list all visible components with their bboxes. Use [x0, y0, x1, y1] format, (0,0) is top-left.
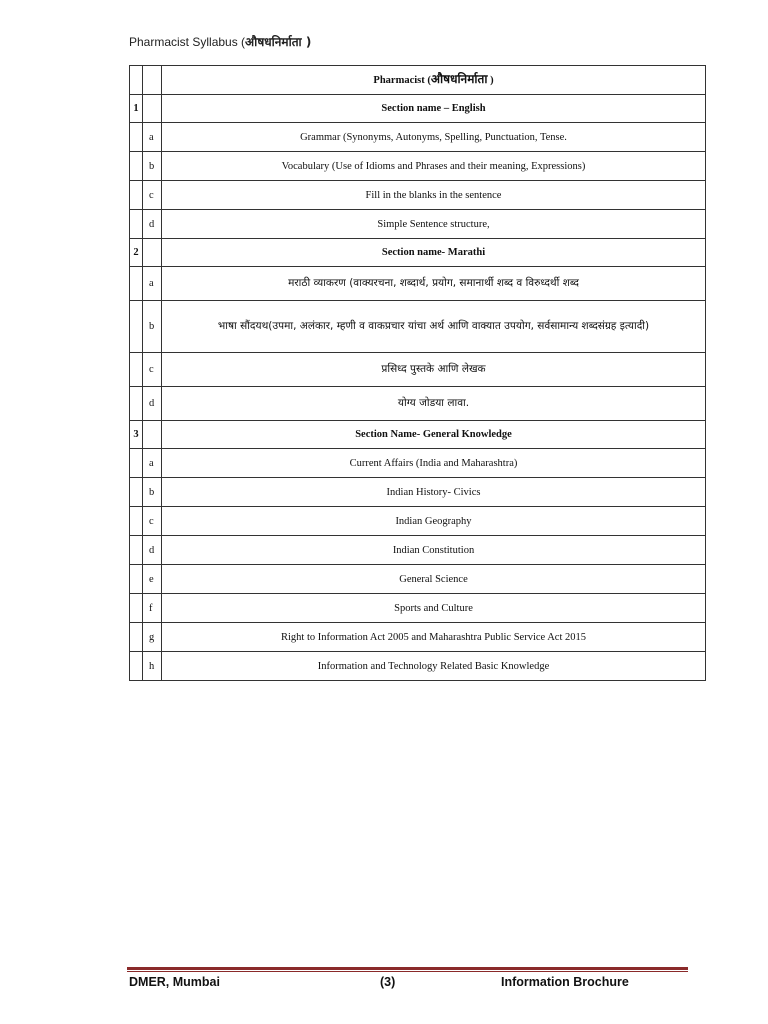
item-letter: c: [143, 181, 162, 210]
item-letter: c: [143, 353, 162, 387]
section-row: [130, 239, 706, 267]
section-number: 3: [130, 421, 143, 449]
item-text: योग्य जोडया लावा.: [162, 387, 706, 421]
number-cell: [130, 594, 143, 623]
footer-rule-thin: [127, 971, 688, 972]
item-text: Right to Information Act 2005 and Maharashtra Public Service Act 2015: [162, 623, 706, 652]
syllabus-table: [129, 65, 706, 681]
header-prefix: Pharmacist Syllabus (: [129, 35, 246, 49]
item-letter: a: [143, 123, 162, 152]
item-text: Indian Geography: [162, 507, 706, 536]
number-cell: [130, 267, 143, 301]
item-letter: d: [143, 387, 162, 421]
footer-right: Information Brochure: [501, 975, 629, 989]
table-row: [130, 652, 706, 681]
number-cell: [130, 353, 143, 387]
table-row: [130, 152, 706, 181]
number-cell: [130, 565, 143, 594]
table-row: [130, 478, 706, 507]
footer-rule: [127, 967, 688, 970]
item-letter: b: [143, 478, 162, 507]
item-text: Simple Sentence structure,: [162, 210, 706, 239]
item-text: Indian History- Civics: [162, 478, 706, 507]
item-text: Grammar (Synonyms, Autonyms, Spelling, Punctuation, Tense.: [162, 123, 706, 152]
item-letter: f: [143, 594, 162, 623]
table-row: [130, 594, 706, 623]
item-letter: d: [143, 536, 162, 565]
table-row: [130, 210, 706, 239]
number-cell: [130, 449, 143, 478]
item-text: Sports and Culture: [162, 594, 706, 623]
header-suffix: ): [301, 35, 312, 49]
table-row: [130, 449, 706, 478]
table-title-close: ): [487, 75, 494, 86]
footer-page-number: (3): [380, 975, 396, 989]
table-title: [162, 66, 706, 95]
table-row: [130, 387, 706, 421]
table-row: [130, 536, 706, 565]
number-cell: [130, 478, 143, 507]
item-letter: d: [143, 210, 162, 239]
section-name: Section name – English: [162, 95, 706, 123]
item-text: Vocabulary (Use of Idioms and Phrases and their meaning, Expressions): [162, 152, 706, 181]
title-no-cell: [130, 66, 143, 95]
item-text: Information and Technology Related Basic Knowledge: [162, 652, 706, 681]
item-letter: g: [143, 623, 162, 652]
section-number: 2: [130, 239, 143, 267]
section-letter-cell: [143, 95, 162, 123]
number-cell: [130, 387, 143, 421]
item-letter: a: [143, 267, 162, 301]
table-title-row: [130, 66, 706, 95]
item-text: Fill in the blanks in the sentence: [162, 181, 706, 210]
table-row: [130, 623, 706, 652]
title-letter-cell: [143, 66, 162, 95]
section-number: 1: [130, 95, 143, 123]
table-row: [130, 301, 706, 353]
table-title-devanagari: औषधनिर्माता: [430, 72, 488, 86]
item-letter: c: [143, 507, 162, 536]
table-row: [130, 267, 706, 301]
item-text: प्रसिध्द पुस्तके आणि लेखक: [162, 353, 706, 387]
table-row: [130, 353, 706, 387]
item-text: भाषा सौंदयथ(उपमा, अलंकार, म्हणी व वाकप्रचार यांचा अर्थ आणि वाक्यात उपयोग, सर्वसामान्य शब्दसंग्रह इत्यादी): [162, 301, 706, 353]
number-cell: [130, 123, 143, 152]
section-row: [130, 421, 706, 449]
number-cell: [130, 652, 143, 681]
item-letter: b: [143, 301, 162, 353]
item-text: Current Affairs (India and Maharashtra): [162, 449, 706, 478]
number-cell: [130, 507, 143, 536]
section-name: Section name- Marathi: [162, 239, 706, 267]
section-letter-cell: [143, 239, 162, 267]
table-row: [130, 181, 706, 210]
section-row: [130, 95, 706, 123]
table-row: [130, 123, 706, 152]
table-row: [130, 565, 706, 594]
footer-left: DMER, Mumbai: [129, 975, 220, 989]
number-cell: [130, 536, 143, 565]
table-title-en: Pharmacist (: [373, 75, 431, 86]
page-header: [129, 33, 311, 50]
section-letter-cell: [143, 421, 162, 449]
number-cell: [130, 210, 143, 239]
item-letter: e: [143, 565, 162, 594]
item-text: मराठी व्याकरण (वाक्यरचना, शब्दार्थ, प्रयोग, समानार्थी शब्द व विरुध्दर्थी शब्द: [162, 267, 706, 301]
item-letter: b: [143, 152, 162, 181]
number-cell: [130, 623, 143, 652]
number-cell: [130, 301, 143, 353]
number-cell: [130, 152, 143, 181]
number-cell: [130, 181, 143, 210]
item-letter: h: [143, 652, 162, 681]
table-row: [130, 507, 706, 536]
item-letter: a: [143, 449, 162, 478]
item-text: Indian Constitution: [162, 536, 706, 565]
section-name: Section Name- General Knowledge: [162, 421, 706, 449]
header-devanagari: औषधनिर्माता: [245, 35, 302, 49]
item-text: General Science: [162, 565, 706, 594]
